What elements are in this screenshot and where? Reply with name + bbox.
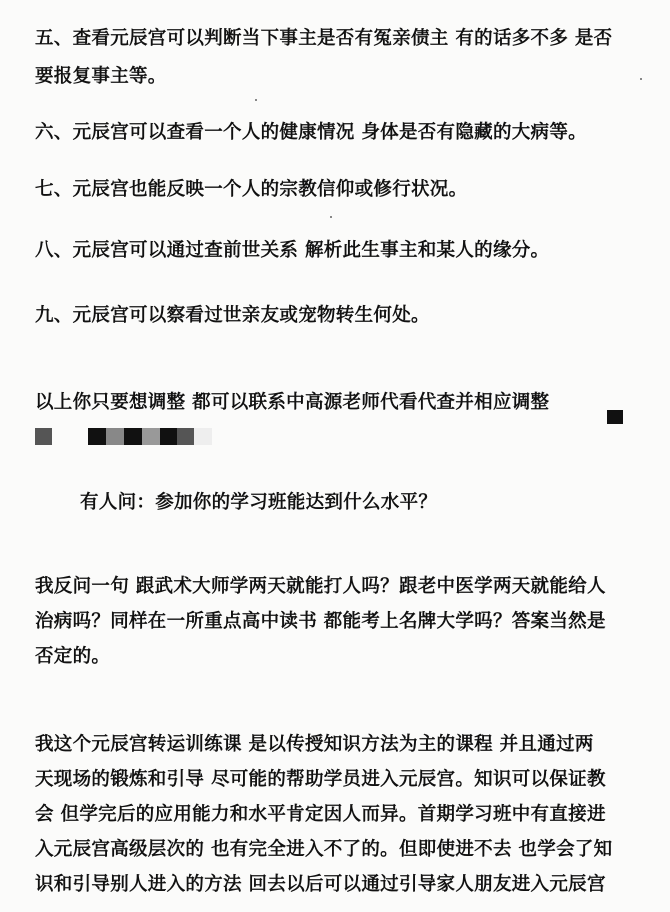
item-6: 六、元辰宫可以查看一个人的健康情况 身体是否有隐藏的大病等。 (35, 122, 587, 143)
item-8: 八、元辰宫可以通过查前世关系 解析此生事主和某人的缘分。 (35, 240, 550, 261)
item-5-line-1: 五、查看元辰宫可以判断当下事主是否有冤亲债主 有的话多不多 是否 (35, 28, 613, 49)
course-line-1: 我这个元辰宫转运训练课 是以传授知识方法为主的课程 并且通过两 (35, 734, 594, 755)
answer-line-3: 否定的。 (35, 646, 111, 667)
answer-line-1: 我反问一句 跟武术大师学两天就能打人吗？跟老中医学两天就能给人 (35, 576, 606, 597)
course-line-5: 识和引导别人进入的方法 回去以后可以通过引导家人朋友进入元辰宫 (35, 874, 606, 895)
answer-line-2: 治病吗？同样在一所重点高中读书 都能考上名牌大学吗？答案当然是 (35, 611, 606, 632)
item-5-line-2: 要报复事主等。 (35, 66, 167, 87)
question-line: 有人问：参加你的学习班能达到什么水平？ (80, 492, 438, 513)
scan-speck (640, 78, 642, 80)
scan-speck (255, 99, 257, 101)
item-9: 九、元辰宫可以察看过世亲友或宠物转生何处。 (35, 305, 430, 326)
scan-speck (330, 216, 332, 218)
course-line-2: 天现场的锻炼和引导 尽可能的帮助学员进入元辰宫。知识可以保证教 (35, 769, 606, 790)
course-line-4: 入元辰宫高级层次的 也有完全进入不了的。但即使进不去 也学会了知 (35, 839, 613, 860)
contact-line: 以上你只要想调整 都可以联系中高源老师代看代查并相应调整 (35, 392, 550, 413)
course-line-3: 会 但学完后的应用能力和水平肯定因人而异。首期学习班中有直接进 (35, 804, 606, 825)
item-7: 七、元辰宫也能反映一个人的宗教信仰或修行状况。 (35, 179, 468, 200)
